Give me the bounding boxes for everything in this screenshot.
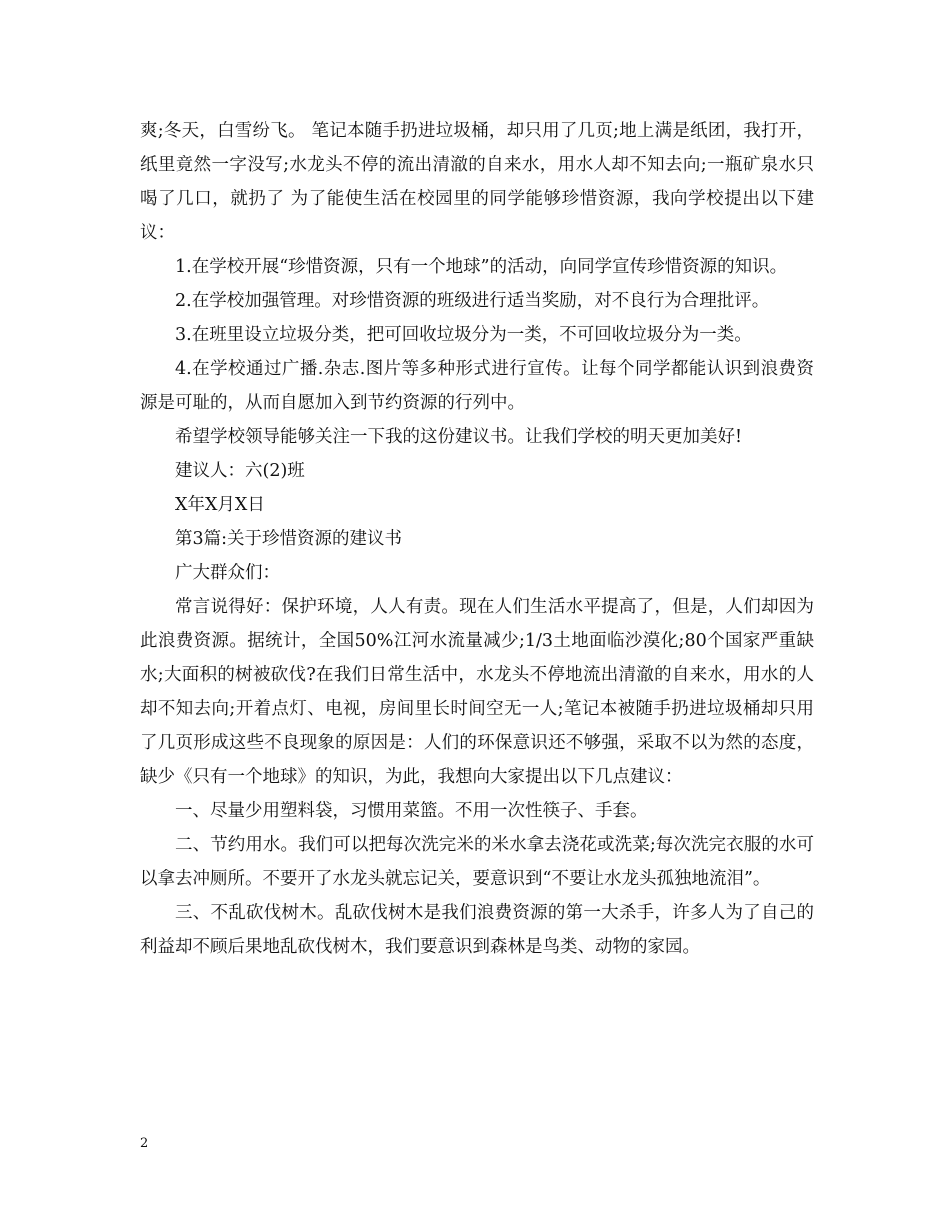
paragraph: X年X月X日 bbox=[175, 495, 265, 515]
paragraph: 三、不乱砍伐树木。乱砍伐树木是我们浪费资源的第一大杀手，许多人为了自己的利益却不顾后果地乱砍伐树木，我们要意识到森林是鸟类、动物的家园。 bbox=[140, 903, 814, 957]
paragraph: 1.在学校开展“珍惜资源，只有一个地球”的活动，向同学宣传珍惜资源的知识。 bbox=[175, 257, 788, 277]
paragraph: 2.在学校加强管理。对珍惜资源的班级进行适当奖励，对不良行为合理批评。 bbox=[175, 291, 770, 311]
paragraph: 4.在学校通过广播.杂志.图片等多种形式进行宣传。让每个同学都能认识到浪费资源是可耻的，从而自愿加入到节约资源的行列中。 bbox=[140, 359, 814, 413]
paragraph: 爽;冬天，白雪纷飞。 笔记本随手扔进垃圾桶，却只用了几页;地上满是纸团，我打开，纸里竟然一字没写;水龙头不停的流出清澈的自来水，用水人却不知去向;一瓶矿泉水只喝了几口，就扔了 为了能使生活在校园里的同学能够珍惜资源，我向学校提出以下建议： bbox=[140, 121, 814, 243]
paragraph: 第3篇:关于珍惜资源的建议书 bbox=[175, 529, 403, 549]
paragraph: 二、节约用水。我们可以把每次洗完米的米水拿去浇花或洗菜;每次洗完衣服的水可以拿去冲厕所。不要开了水龙头就忘记关，要意识到“不要让水龙头孤独地流泪”。 bbox=[140, 835, 814, 889]
paragraph: 常言说得好：保护环境，人人有责。现在人们生活水平提高了，但是，人们却因为此浪费资源。据统计，全国50%江河水流量减少;1/3土地面临沙漠化;80个国家严重缺水;大面积的树被砍伐?在我们日常生活中，水龙头不停地流出清澈的自来水，用水的人却不知去向;开着点灯、电视，房间里长时间空无一人;笔记本被随手扔进垃圾桶却只用了几页形成这些不良现象的原因是：人们的环保意识还不够强，采取不以为然的态度，缺少《只有一个地球》的知识，为此，我想向大家提出以下几点建议： bbox=[140, 597, 814, 787]
paragraph: 一、尽量少用塑料袋，习惯用菜篮。不用一次性筷子、手套。 bbox=[175, 801, 648, 821]
paragraph: 广大群众们： bbox=[175, 563, 280, 583]
page-number: 2 bbox=[140, 1136, 149, 1151]
paragraph: 3.在班里设立垃圾分类，把可回收垃圾分为一类，不可回收垃圾分为一类。 bbox=[175, 325, 752, 345]
paragraph: 建议人：六(2)班 bbox=[175, 461, 305, 481]
paragraph: 希望学校领导能够关注一下我的这份建议书。让我们学校的明天更加美好! bbox=[175, 427, 743, 447]
document-body bbox=[140, 114, 814, 964]
